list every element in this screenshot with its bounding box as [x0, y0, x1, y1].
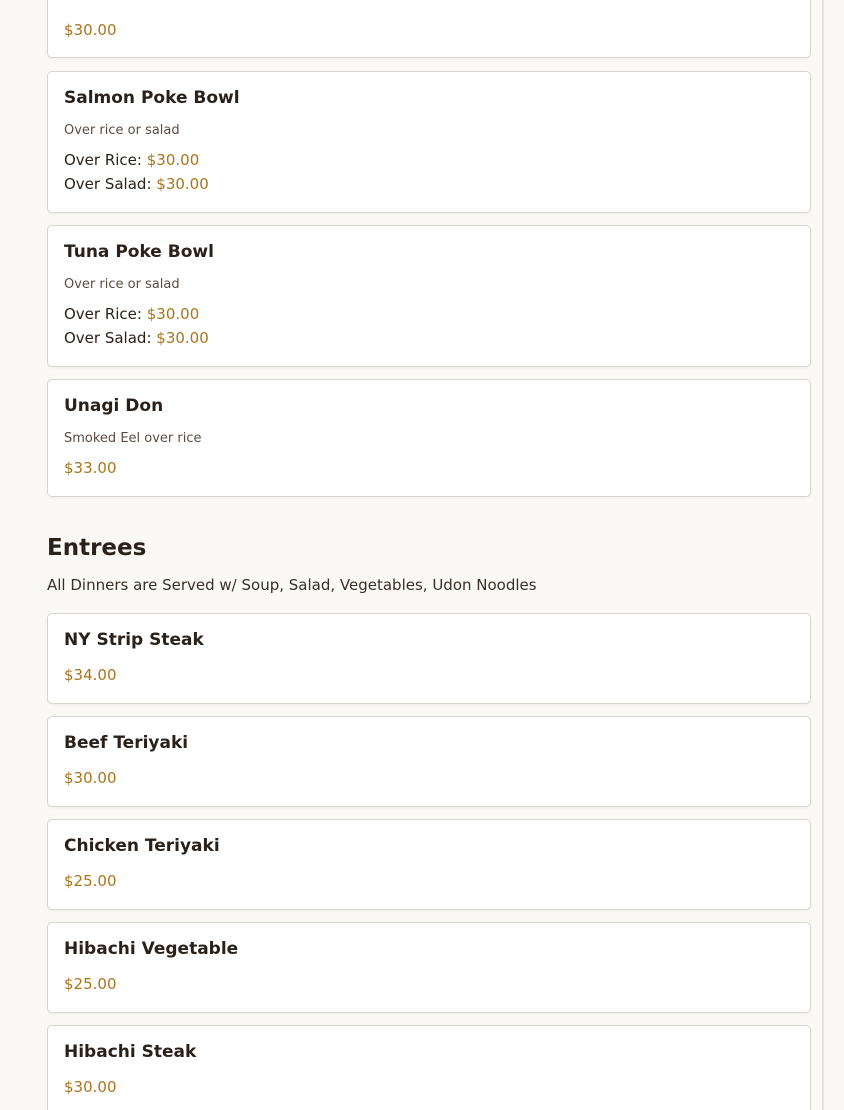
section-subtitle: All Dinners are Served w/ Soup, Salad, Vegetables, Udon Noodles: [47, 576, 537, 594]
menu-item-card[interactable]: [47, 922, 811, 1013]
menu-item-name: Hibachi Vegetable: [64, 939, 239, 959]
menu-item-name: Tuna Poke Bowl: [64, 242, 214, 262]
menu-item-price: $25.00: [64, 872, 117, 890]
menu-item-name: Chicken Teriyaki: [64, 836, 220, 856]
section-title: Entrees: [47, 535, 147, 561]
menu-item-name: NY Strip Steak: [64, 630, 204, 650]
menu-item-card[interactable]: [47, 379, 811, 497]
menu-item-card[interactable]: [47, 716, 811, 807]
price-option-salad: [64, 175, 209, 193]
price-option-value: $30.00: [146, 151, 200, 169]
menu-item-price: $33.00: [64, 459, 117, 477]
menu-item-price: $34.00: [64, 666, 117, 684]
price-option-value: $30.00: [156, 175, 209, 193]
menu-item-card[interactable]: [47, 225, 811, 367]
price-option-rice: [64, 305, 199, 323]
menu-item-name: Salmon Poke Bowl: [64, 88, 240, 108]
menu-item-card[interactable]: [47, 71, 811, 213]
menu-item-card[interactable]: [47, 0, 811, 58]
menu-item-name: Hibachi Steak: [64, 1042, 197, 1062]
menu-item-card[interactable]: [47, 613, 811, 704]
menu-item-description: Over rice or salad: [64, 277, 180, 292]
menu-item-name: Beef Teriyaki: [64, 733, 189, 753]
price-option-rice: [64, 151, 199, 169]
menu-item-price: $30.00: [64, 21, 117, 39]
menu-item-price: $30.00: [64, 1078, 117, 1096]
price-option-label: Over Rice:: [64, 151, 142, 169]
menu-item-name: Unagi Don: [64, 396, 164, 416]
price-option-value: $30.00: [156, 329, 209, 347]
menu-item-description: Over rice or salad: [64, 123, 180, 138]
menu-item-price: $25.00: [64, 975, 117, 993]
price-option-label: Over Salad:: [64, 175, 152, 193]
menu-item-description: Smoked Eel over rice: [64, 431, 202, 446]
price-option-label: Over Salad:: [64, 329, 152, 347]
menu-item-card[interactable]: [47, 819, 811, 910]
price-option-label: Over Rice:: [64, 305, 142, 323]
price-option-value: $30.00: [146, 305, 200, 323]
menu-item-card[interactable]: [47, 1025, 811, 1110]
price-option-salad: [64, 329, 209, 347]
menu-item-price: $30.00: [64, 769, 117, 787]
